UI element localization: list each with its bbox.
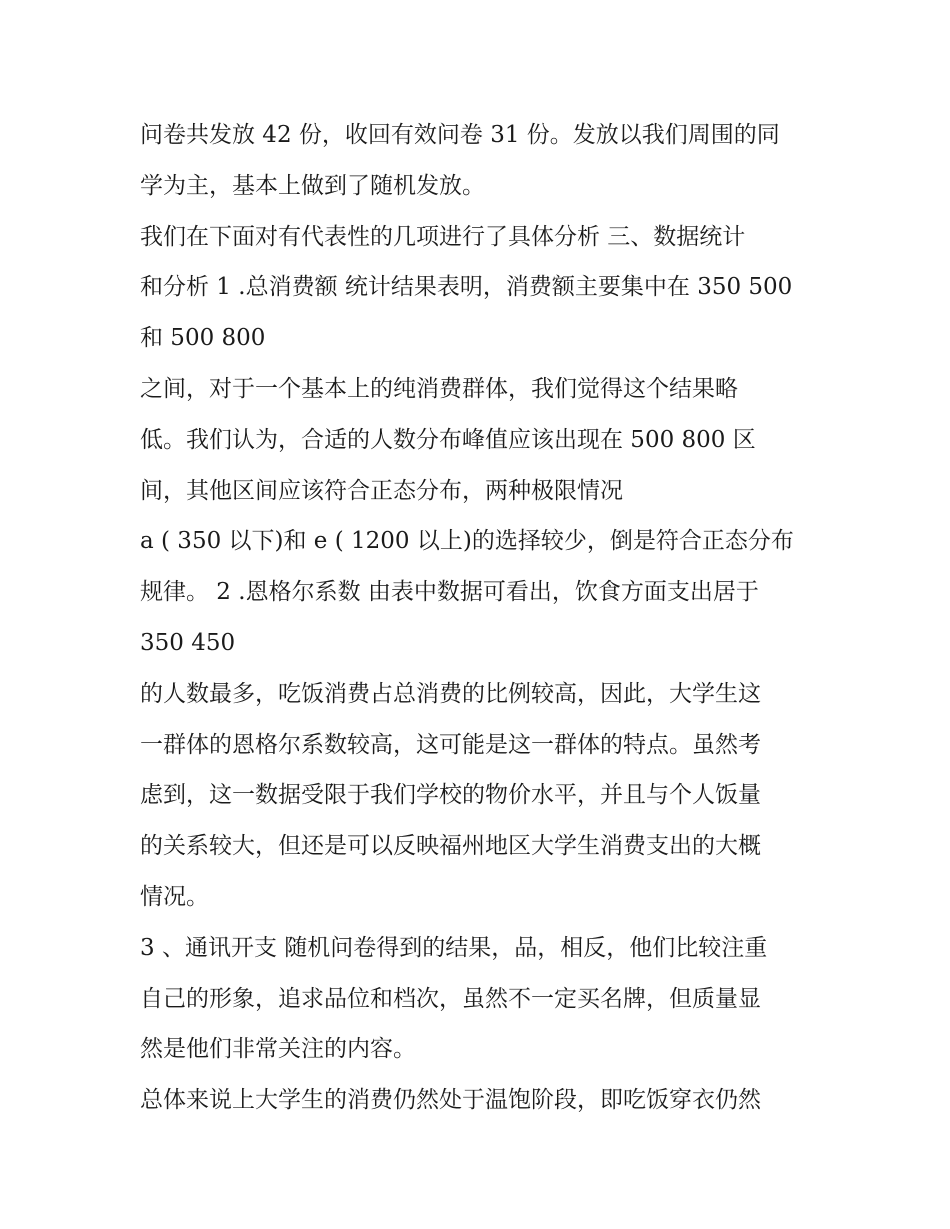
text-line: 然是他们非常关注的内容。 (140, 1036, 416, 1063)
text-line: 情况。 (140, 883, 209, 910)
text-line: 问卷共发放 42 份，收回有效问卷 31 份。发放以我们周围的同 (140, 122, 780, 148)
document-body (140, 110, 830, 1126)
text-line: a ( 350 以下)和 e ( 1200 以上)的选择较少，倒是符合正态分布 (140, 528, 794, 555)
text-line: 低。我们认为，合适的人数分布峰值应该出现在 500 800 区 (140, 426, 756, 453)
text-line: 之间，对于一个基本上的纯消费群体，我们觉得这个结果略 (140, 375, 738, 402)
text-line: 学为主，基本上做到了随机发放。 (140, 172, 485, 199)
text-line: 一群体的恩格尔系数较高，这可能是这一群体的特点。虽然考 (140, 731, 761, 758)
text-line: 规律。 2 .恩格尔系数 由表中数据可看出，饮食方面支出居于 (140, 579, 759, 606)
text-line: 我们在下面对有代表性的几项进行了具体分析 三、数据统计 (140, 223, 746, 250)
text-line: 的人数最多，吃饭消费占总消费的比例较高，因此，大学生这 (140, 680, 761, 707)
text-line: 3 、通讯开支 随机问卷得到的结果，品，相反，他们比较注重 (140, 934, 768, 961)
text-line: 总体来说上大学生的消费仍然处于温饱阶段，即吃饭穿衣仍然 (140, 1087, 761, 1114)
text-line: 和 500 800 (140, 325, 266, 352)
text-line: 虑到，这一数据受限于我们学校的物价水平，并且与个人饭量 (140, 782, 761, 809)
text-line: 和分析 1 .总消费额 统计结果表明，消费额主要集中在 350 500 (140, 274, 793, 301)
text-line: 自己的形象，追求品位和档次，虽然不一定买名牌，但质量显 (140, 985, 761, 1012)
text-line: 350 450 (140, 629, 236, 656)
text-line: 的关系较大，但还是可以反映福州地区大学生消费支出的大概 (140, 833, 761, 860)
text-line: 间，其他区间应该符合正态分布，两种极限情况 (140, 477, 623, 504)
